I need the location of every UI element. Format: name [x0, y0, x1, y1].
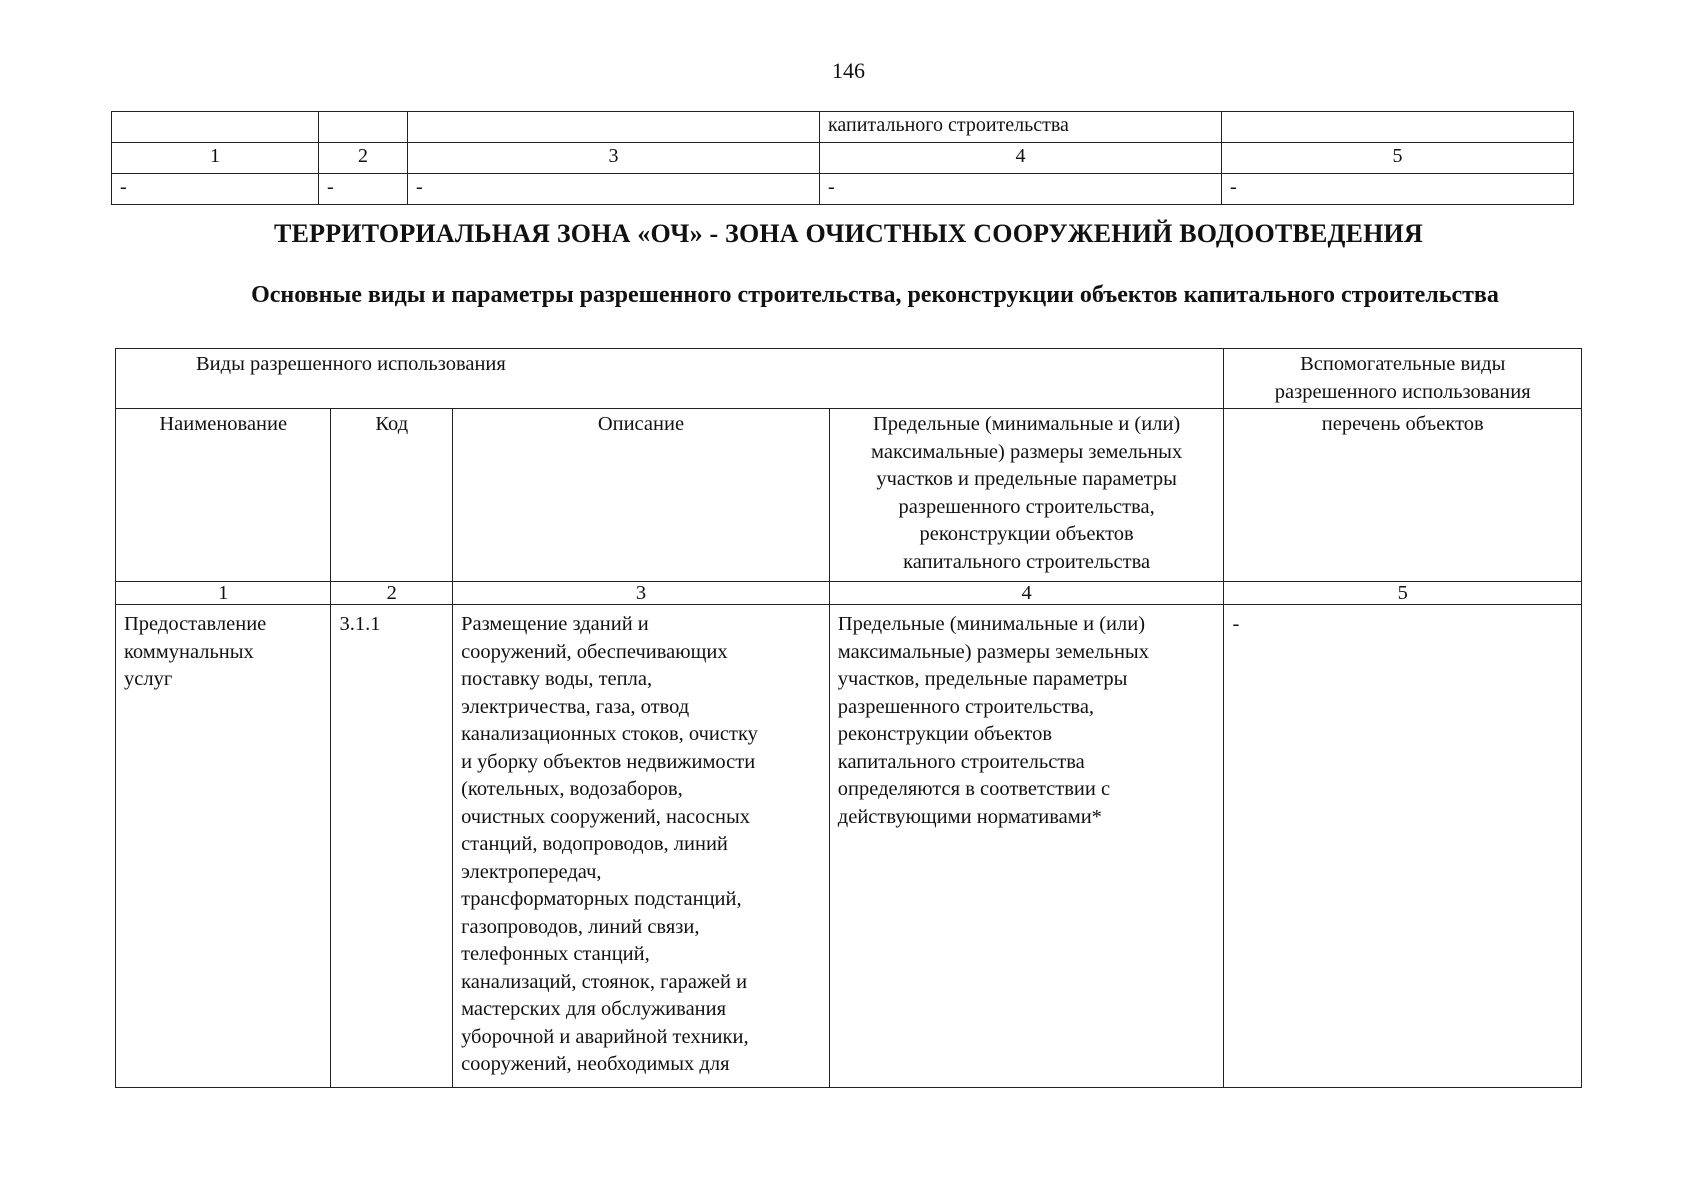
row-description-line: Размещение зданий и	[461, 613, 649, 635]
row-description-line: электропередач,	[461, 860, 602, 883]
group-header-main: Виды разрешенного использования	[116, 349, 1224, 409]
row-code: 3.1.1	[331, 605, 453, 1088]
column-number: 4	[829, 582, 1224, 605]
column-number: 5	[1224, 582, 1582, 605]
row-limits-line: Предельные (минимальные и (или)	[837, 613, 1146, 635]
header-limits-line: участков и предельные параметры	[876, 468, 1177, 490]
row-limits-line: максимальные) размеры земельных	[837, 640, 1149, 663]
header-limits-line: реконструкции объектов	[919, 523, 1134, 545]
header-limits-line: Предельные (минимальные и (или)	[873, 413, 1181, 435]
header-description: Описание	[453, 409, 830, 582]
row-description-line: трансформаторных подстанций,	[461, 888, 742, 910]
row-name	[116, 605, 331, 1088]
row-description-line: и уборку объектов недвижимости	[461, 750, 756, 773]
section-title: Основные виды и параметры разрешенного строительства, реконструкции объектов капитального строительства	[251, 282, 1499, 308]
continuation-header-text: капитального строительства	[820, 112, 1222, 143]
row-limits-line: реконструкции объектов	[837, 723, 1052, 745]
column-number: 3	[453, 582, 830, 605]
row-description-line: поставку воды, тепла,	[461, 668, 653, 690]
dash-cell: -	[1222, 174, 1574, 205]
row-description-line: телефонных станций,	[461, 943, 650, 965]
row-limits-line: определяются в соответствии с	[837, 778, 1111, 800]
cell	[408, 112, 820, 143]
row-description-line: уборочной и аварийной техники,	[461, 1025, 749, 1048]
group-header-aux-line: Вспомогательные виды	[1300, 353, 1506, 375]
dash-cell: -	[408, 174, 820, 205]
row-name-line: коммунальных	[124, 640, 254, 663]
row-description-line: станций, водопроводов, линий	[461, 833, 728, 855]
header-code: Код	[331, 409, 453, 582]
header-name: Наименование	[116, 409, 331, 582]
row-description	[453, 605, 830, 1088]
column-number: 3	[408, 143, 820, 174]
group-header-row	[116, 349, 1582, 409]
row-description-line: канализаций, стоянок, гаражей и	[461, 970, 748, 993]
column-number: 4	[820, 143, 1222, 174]
row-name-line: Предоставление	[124, 613, 267, 635]
row-limits-line: действующими нормативами*	[837, 805, 1102, 828]
column-number: 2	[319, 143, 408, 174]
row-description-line: канализационных стоков, очистку	[461, 723, 758, 745]
header-limits-line: капитального строительства	[903, 550, 1151, 573]
dash-cell: -	[319, 174, 408, 205]
row-objects: -	[1224, 605, 1582, 1088]
column-header-row	[116, 409, 1582, 582]
dash-cell: -	[112, 174, 319, 205]
cell	[112, 112, 319, 143]
row-limits-line: капитального строительства	[837, 750, 1085, 773]
column-number: 5	[1222, 143, 1574, 174]
row-name-line: услуг	[124, 668, 173, 690]
row-description-line: очистных сооружений, насосных	[461, 805, 750, 828]
row-description-line: мастерских для обслуживания	[461, 998, 727, 1020]
column-number: 1	[112, 143, 319, 174]
group-header-aux	[1224, 349, 1582, 409]
row-description-line: сооружений, обеспечивающих	[461, 640, 728, 663]
dash-cell: -	[820, 174, 1222, 205]
row-limits-line: разрешенного строительства,	[837, 695, 1095, 718]
header-limits-line: максимальные) размеры земельных	[871, 440, 1183, 463]
row-description-line: сооружений, необходимых для	[461, 1053, 730, 1075]
header-limits	[829, 409, 1224, 582]
column-number-row	[116, 582, 1582, 605]
permitted-use-table	[115, 348, 1582, 1088]
row-limits-line: участков, предельные параметры	[837, 668, 1128, 690]
row-description-line: электричества, газа, отвод	[461, 695, 690, 718]
group-header-aux-line: разрешенного использования	[1274, 380, 1531, 403]
cell	[319, 112, 408, 143]
row-description-line: (котельных, водозаборов,	[461, 778, 683, 800]
continuation-header-row	[112, 112, 1574, 143]
row-description-line: газопроводов, линий связи,	[461, 915, 700, 938]
row-limits	[829, 605, 1224, 1088]
continuation-table	[111, 111, 1574, 205]
column-number: 1	[116, 582, 331, 605]
column-number: 2	[331, 582, 453, 605]
continuation-number-row	[112, 143, 1574, 174]
cell	[1222, 112, 1574, 143]
continuation-empty-row	[112, 174, 1574, 205]
header-objects: перечень объектов	[1224, 409, 1582, 582]
table-row	[116, 605, 1582, 1088]
zone-title: ТЕРРИТОРИАЛЬНАЯ ЗОНА «ОЧ» - ЗОНА ОЧИСТНЫХ СООРУЖЕНИЙ ВОДООТВЕДЕНИЯ	[274, 219, 1423, 248]
header-limits-line: разрешенного строительства,	[898, 495, 1155, 518]
page-number: 146	[832, 58, 865, 83]
